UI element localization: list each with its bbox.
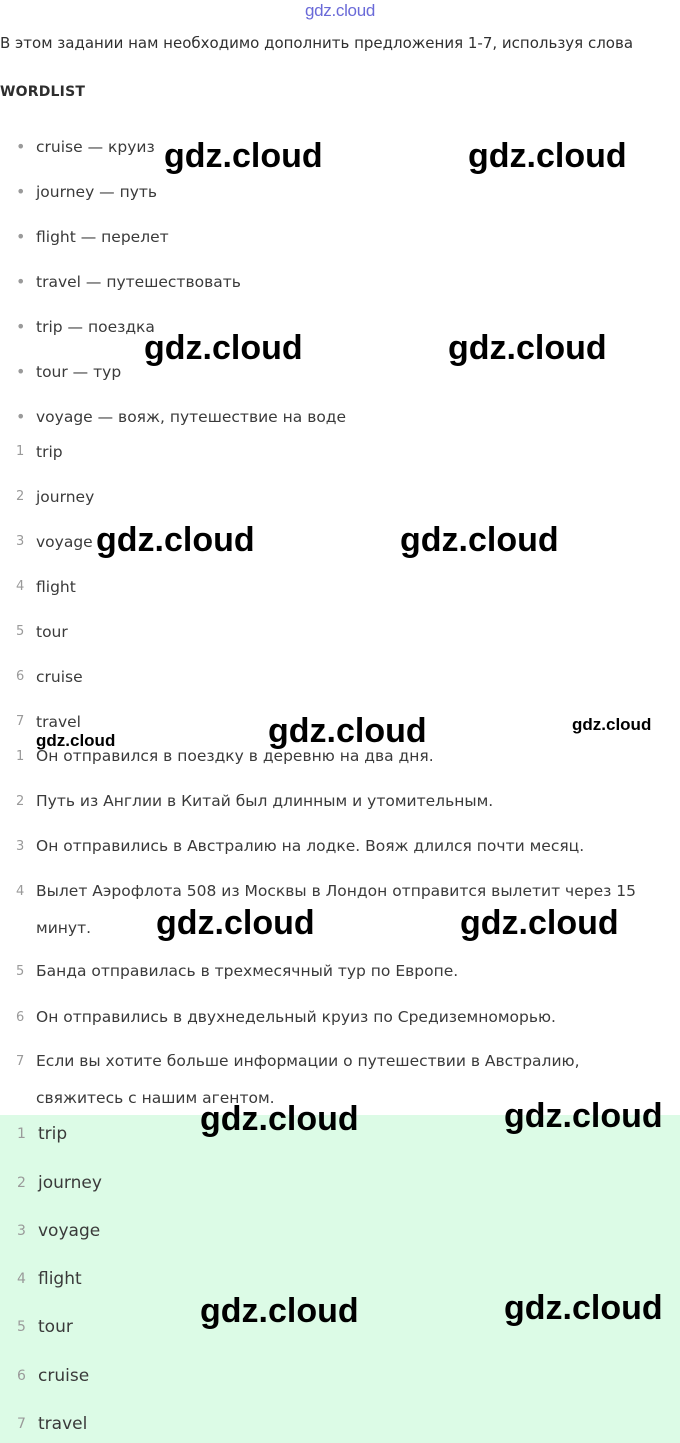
watermark: gdz.cloud: [460, 904, 619, 942]
translation-text: Если вы хотите больше информации о путешествии в Австралию, свяжитесь с нашим агентом.: [36, 1052, 580, 1107]
wordlist-entry: trip — поездка: [36, 318, 155, 336]
item-number: 3: [17, 1223, 26, 1239]
answer-word: cruise: [36, 668, 83, 686]
answer-word: cruise: [38, 1366, 90, 1386]
wordlist-entry: cruise — круиз: [36, 138, 155, 156]
wordlist-heading: WORDLIST: [0, 84, 86, 100]
translation-text: Он отправились в Австралию на лодке. Вояж длился почти месяц.: [36, 837, 585, 855]
watermark: gdz.cloud: [96, 521, 255, 559]
bullet-icon: •: [16, 227, 26, 246]
answer-word: travel: [38, 1414, 88, 1434]
translation-text: Вылет Аэрофлота 508 из Москвы в Лондон отправится вылетит через 15 минут.: [36, 882, 637, 937]
item-number: 1: [16, 749, 25, 764]
item-number: 7: [17, 1416, 26, 1432]
wordlist-entry: voyage — вояж, путешествие на воде: [36, 408, 347, 426]
watermark: gdz.cloud: [468, 137, 627, 175]
item-number: 3: [16, 839, 25, 854]
task-intro: В этом задании нам необходимо дополнить предложения 1-7, используя слова: [0, 34, 634, 52]
answer-word: journey: [38, 1173, 102, 1193]
item-number: 1: [16, 444, 25, 459]
answer-word: trip: [38, 1124, 68, 1144]
watermark: gdz.cloud: [36, 731, 116, 750]
bullet-icon: •: [16, 272, 26, 291]
item-number: 5: [16, 964, 25, 979]
item-number: 4: [17, 1271, 26, 1287]
site-logo[interactable]: gdz.cloud: [304, 1, 376, 20]
watermark: gdz.cloud: [448, 329, 607, 367]
wordlist-entry: journey — путь: [36, 183, 158, 201]
answer-panel: [0, 1115, 680, 1443]
item-number: 2: [16, 794, 25, 809]
translation-text: Он отправился в поездку в деревню на два дня.: [36, 747, 434, 765]
item-number: 6: [16, 669, 25, 684]
translation-text: Он отправились в двухнедельный круиз по Средиземноморью.: [36, 1008, 556, 1026]
item-number: 4: [16, 884, 25, 899]
translation-text: Путь из Англии в Китай был длинным и утомительным.: [36, 792, 494, 810]
wordlist-entry: travel — путешествовать: [36, 273, 241, 291]
watermark: gdz.cloud: [504, 1289, 663, 1327]
wordlist-entry: tour — тур: [36, 363, 122, 381]
watermark: gdz.cloud: [504, 1097, 663, 1135]
item-number: 5: [17, 1319, 26, 1335]
watermark: gdz.cloud: [200, 1100, 359, 1138]
item-number: 3: [16, 534, 25, 549]
answer-word: voyage: [36, 533, 93, 551]
item-number: 5: [16, 624, 25, 639]
bullet-icon: •: [16, 317, 26, 336]
item-number: 7: [16, 714, 25, 729]
bullet-icon: •: [16, 182, 26, 201]
answer-word: journey: [36, 488, 95, 506]
answer-word: flight: [38, 1269, 82, 1289]
item-number: 2: [16, 489, 25, 504]
item-number: 6: [16, 1010, 25, 1025]
answer-word: tour: [36, 623, 68, 641]
watermark: gdz.cloud: [400, 521, 559, 559]
answer-word: tour: [38, 1317, 73, 1337]
item-number: 4: [16, 579, 25, 594]
bullet-icon: •: [16, 362, 26, 381]
bullet-icon: •: [16, 407, 26, 426]
item-number: 1: [17, 1126, 26, 1142]
watermark: gdz.cloud: [572, 715, 652, 734]
answer-word: travel: [36, 713, 81, 731]
wordlist-entry: flight — перелет: [36, 228, 169, 246]
item-number: 7: [16, 1054, 25, 1069]
bullet-icon: •: [16, 137, 26, 156]
answer-word: trip: [36, 443, 63, 461]
item-number: 6: [17, 1368, 26, 1384]
watermark: gdz.cloud: [144, 329, 303, 367]
watermark: gdz.cloud: [156, 904, 315, 942]
watermark: gdz.cloud: [268, 712, 427, 750]
translation-text: Банда отправилась в трехмесячный тур по Европе.: [36, 962, 459, 980]
answer-word: voyage: [38, 1221, 101, 1241]
watermark: gdz.cloud: [200, 1292, 359, 1330]
answer-word: flight: [36, 578, 76, 596]
item-number: 2: [17, 1175, 26, 1191]
watermark: gdz.cloud: [164, 137, 323, 175]
